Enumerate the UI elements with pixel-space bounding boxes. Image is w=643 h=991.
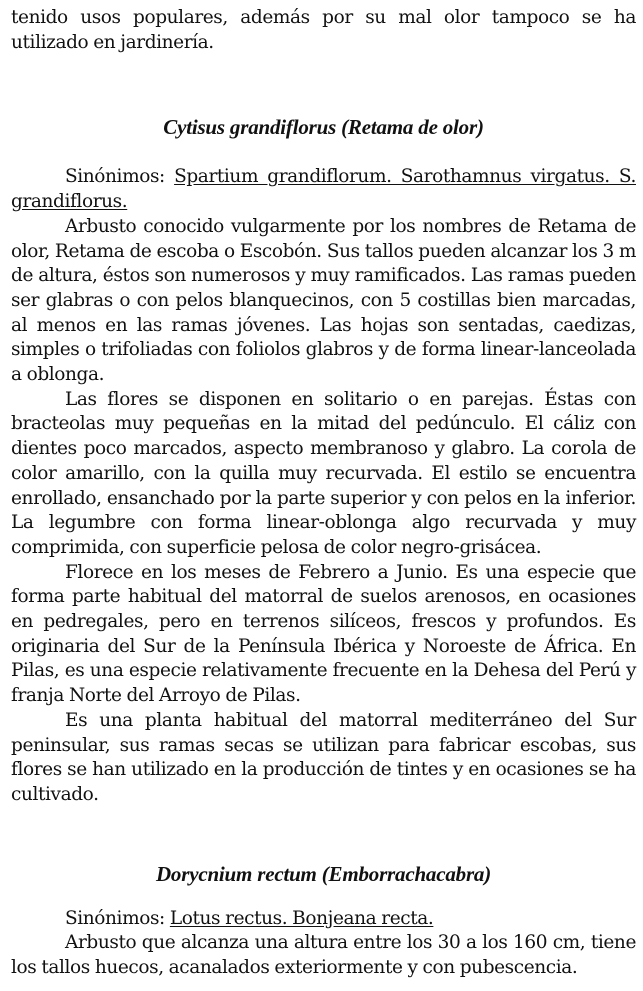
intro-paragraph: tenido usos populares, además por su mal olor tampoco se ha utilizado en jardinería. [11,7,636,53]
synonyms-label: Sinónimos: [65,166,175,188]
synonyms-value: Spartium grandiflorum. Sarothamnus virgatus. S. grandiflorus. [11,166,636,213]
species-section-dorycnium [11,861,636,981]
section-heading: Cytisus grandiflorus (Retama de olor) [163,115,484,140]
synonyms-label: Sinónimos: [65,907,170,929]
body-paragraph: Arbusto conocido vulgarmente por los nombres de Retama de olor, Retama de escoba o Escobón. Sus tallos pueden alcanzar los 3 m de altura, éstos son numerosos y muy ramificados. Las ramas pueden ser glabras o con pelos blanquecinos, con 5 costillas bien marcadas, al menos en las ramas jóvenes. Las hojas son sentadas, caedizas, simples o trifoliadas con foliolos glabros y de forma linear-lanceolada a oblonga. [11,215,636,386]
section-heading: Dorycnium rectum (Emborrachacabra) [155,861,492,886]
body-paragraph: Florece en los meses de Febrero a Junio. Es una especie que forma parte habitual del matorral de suelos arenosos, en ocasiones en pedregales, pero en terrenos silíceos, frescos y profundos. Es originaria del Sur de la Península Ibérica y Noroeste de África. En Pilas, es una especie relativamente frecuente en la Dehesa del Perú y franja Norte del Arroyo de Pilas. [11,561,636,707]
synonyms-line [11,907,636,932]
body-paragraph: Las flores se disponen en solitario o en parejas. Éstas con bracteolas muy pequeñas en la mitad del pedúnculo. El cáliz con dientes poco marcados, aspecto membranoso y glabro. La corola de color amarillo, con la quilla muy recurvada. El estilo se encuentra enrollado, ensanchado por la parte superior y con pelos en la inferior. La legumbre con forma linear-oblonga algo recurvada y muy comprimida, con superficie pelosa de color negro-grisácea. [11,388,636,558]
synonyms-line [11,165,636,214]
species-section-cytisus [11,114,636,807]
document-page [11,6,636,981]
synonyms-value: Lotus rectus. Bonjeana recta. [169,907,434,929]
body-paragraph: Es una planta habitual del matorral mediterráneo del Sur peninsular, sus ramas secas se utilizan para fabricar escobas, sus flores se han utilizado en la producción de tintes y en ocasiones se ha cultivado. [11,709,636,805]
body-paragraph: Arbusto que alcanza una altura entre los 30 a los 160 cm, tiene los tallos huecos, acanalados exteriormente y con pubescencia. [11,932,636,979]
